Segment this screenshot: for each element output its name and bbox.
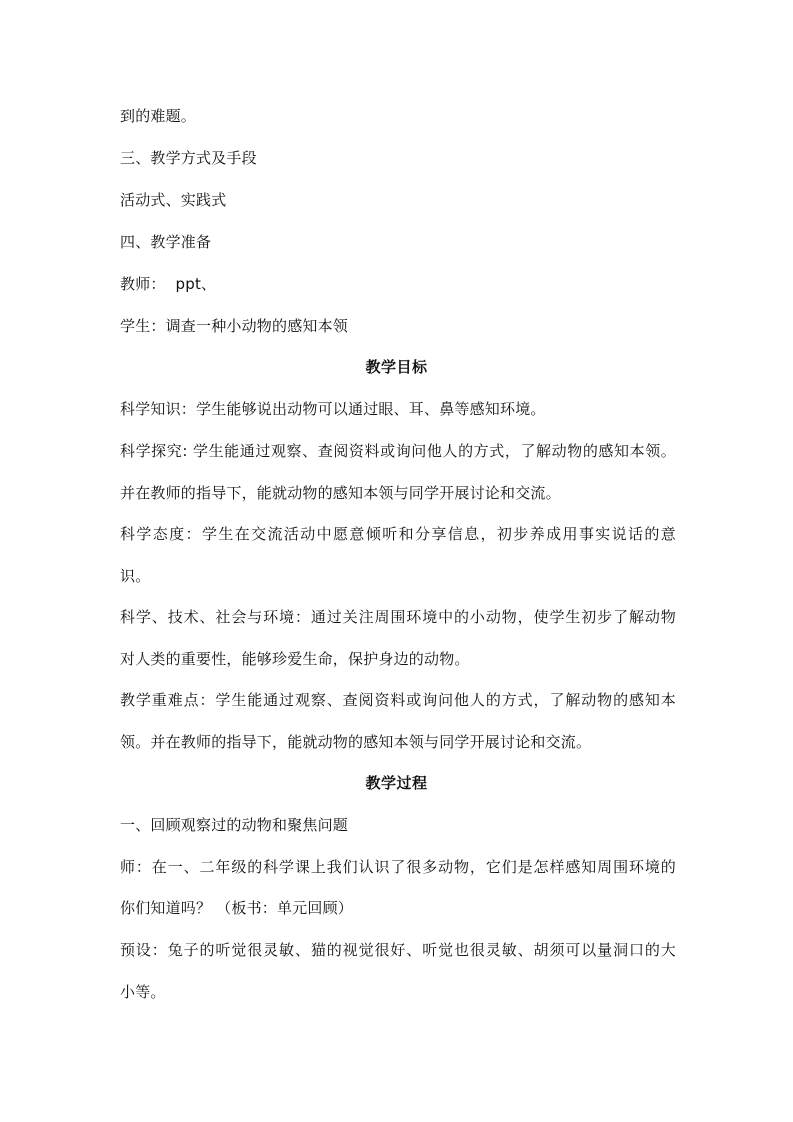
paragraph-line: 领。并在教师的指导下，能就动物的感知本领与同学开展讨论和交流。 bbox=[120, 733, 592, 751]
paragraph-line: 教师： ppt、 bbox=[120, 275, 217, 293]
paragraph-line: 小等。 bbox=[120, 983, 166, 1001]
paragraph-line: 科学态度：学生在交流活动中愿意倾听和分享信息，初步养成用事实说话的意 bbox=[120, 525, 676, 543]
paragraph-line: 对人类的重要性，能够珍爱生命，保护身边的动物。 bbox=[120, 650, 470, 668]
paragraph-line: 学生：调查一种小动物的感知本领 bbox=[120, 317, 349, 335]
paragraph-line: 科学、技术、社会与环境：通过关注周围环境中的小动物，使学生初步了解动物 bbox=[120, 608, 676, 626]
paragraph-line: 活动式、实践式 bbox=[120, 191, 227, 209]
paragraph-line: 师：在一、二年级的科学课上我们认识了很多动物，它们是怎样感知周围环境的 bbox=[120, 858, 676, 876]
process-title: 教学过程 bbox=[365, 774, 428, 792]
goals-title: 教学目标 bbox=[365, 358, 428, 376]
paragraph-line: 识。 bbox=[120, 567, 151, 585]
paragraph-line: 到的难题。 bbox=[120, 107, 197, 125]
paragraph-line: 预设：兔子的听觉很灵敏、猫的视觉很好、听觉也很灵敏、胡须可以量洞口的大 bbox=[120, 941, 676, 959]
paragraph-line: 你们知道吗？ （板书：单元回顾） bbox=[120, 899, 353, 917]
paragraph-line: 教学重难点：学生能通过观察、查阅资料或询问他人的方式，了解动物的感知本 bbox=[120, 691, 676, 709]
section-heading: 四、教学准备 bbox=[120, 233, 212, 251]
paragraph-line: 并在教师的指导下，能就动物的感知本领与同学开展讨论和交流。 bbox=[120, 484, 561, 502]
paragraph-line: 科学知识：学生能够说出动物可以通过眼、耳、鼻等感知环境。 bbox=[120, 400, 546, 418]
section-heading: 三、教学方式及手段 bbox=[120, 149, 257, 167]
paragraph-line: 一、回顾观察过的动物和聚焦问题 bbox=[120, 816, 349, 834]
paragraph-line: 科学探究: 学生能通过观察、查阅资料或询问他人的方式，了解动物的感知本领。 bbox=[120, 442, 676, 460]
